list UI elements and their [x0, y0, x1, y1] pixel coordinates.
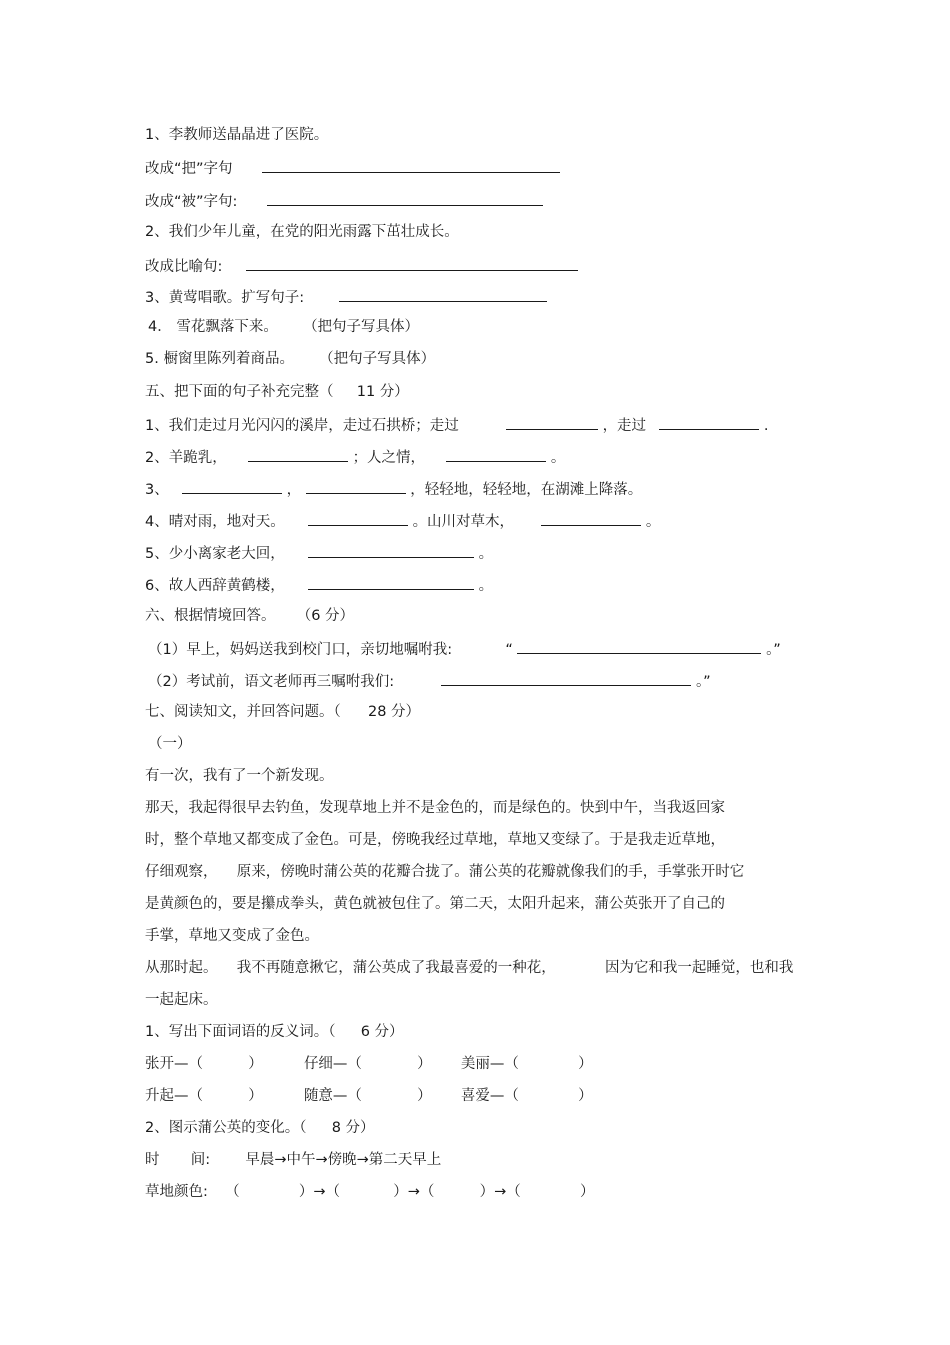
reading-text: 手掌，草地又变成了金色。 — [145, 928, 319, 944]
q7-part-label — [148, 734, 192, 754]
q4-bei-sentence — [145, 190, 543, 212]
answer-blank[interactable] — [506, 414, 598, 430]
reading-text: 有一次，我有了一个新发现。 — [145, 768, 334, 784]
answer-blank[interactable] — [659, 414, 759, 430]
q5-item-5 — [145, 542, 493, 564]
color-bracket: ）→（ — [298, 1184, 340, 1200]
q5-item-2-text: 2、羊跪乳， — [145, 450, 227, 466]
antonym-close: ） — [578, 1056, 593, 1072]
q7-heading — [145, 702, 420, 722]
q5-item-4-end: 。 — [645, 514, 661, 530]
q4-item-2-text: 2、我们少年儿童，在党的阳光雨露下茁壮成长。 — [145, 224, 459, 240]
q6-score: （6 分） — [296, 608, 355, 624]
answer-blank[interactable] — [246, 255, 578, 271]
reading-line — [145, 958, 793, 978]
color-bracket: （ — [225, 1184, 240, 1200]
color-bracket: ）→（ — [393, 1184, 435, 1200]
reading-line — [145, 862, 744, 882]
q7-score: 28 分） — [367, 704, 421, 720]
color-bracket: ）→（ — [479, 1184, 521, 1200]
q4-item-1 — [145, 125, 328, 145]
q4-item-5-hint: （把句子写具体） — [319, 351, 436, 367]
reading-line — [145, 926, 319, 946]
reading-text: 仔细观察， — [145, 864, 218, 880]
time-sequence: 早晨→中午→傍晚→第二天早上 — [245, 1152, 442, 1168]
color-bracket: ） — [579, 1184, 595, 1200]
answer-blank[interactable] — [306, 478, 406, 494]
reading-text: 原来，傍晚时蒲公英的花瓣合拢了。蒲公英的花瓣就像我们的手，手掌张开时它 — [236, 864, 745, 880]
answer-blank[interactable] — [308, 510, 408, 526]
color-row — [145, 1182, 594, 1202]
q7-sub-2-heading — [145, 1118, 375, 1138]
time-row — [145, 1150, 441, 1170]
q4-simile — [145, 255, 578, 277]
q4-ba-sentence — [145, 157, 560, 179]
antonym-close: ） — [417, 1056, 432, 1072]
q6-heading — [145, 606, 354, 626]
color-label: 草地颜色: — [145, 1184, 208, 1200]
q5-item-5-text: 5、少小离家老大回， — [145, 546, 285, 562]
q4-simile-label: 改成比喻句: — [145, 259, 223, 275]
answer-blank[interactable] — [339, 286, 547, 302]
q4-item-4-text: 雪花飘落下来。 — [176, 319, 278, 335]
antonym-word: 升起—（ — [145, 1088, 203, 1104]
q6-item-1 — [148, 638, 781, 660]
q5-item-6-end: 。 — [478, 578, 494, 594]
reading-text: 时，整个草地又都变成了金色。可是，傍晚我经过草地，草地又变绿了。于是我走近草地， — [145, 832, 725, 848]
q5-heading — [145, 382, 409, 402]
q5-item-5-end: 。 — [478, 546, 494, 562]
q7-sub-1-heading — [145, 1022, 404, 1042]
antonym-word: 张开—（ — [145, 1056, 203, 1072]
reading-line — [145, 798, 725, 818]
q4-item-4 — [148, 317, 419, 337]
q6-item-2-end: 。” — [695, 674, 711, 690]
q7-sub-1-score: 6 分） — [360, 1024, 404, 1040]
q6-item-1-end: 。” — [766, 642, 781, 658]
reading-paragraph-1 — [145, 766, 334, 786]
answer-blank[interactable] — [262, 157, 560, 173]
q5-item-1-text: 1、我们走过月光闪闪的溪岸，走过石拱桥；走过 — [145, 418, 459, 434]
q6-item-1-text: （1）早上，妈妈送我到校门口，亲切地嘱咐我: — [148, 642, 453, 658]
q6-item-2 — [148, 670, 711, 692]
antonym-close: ） — [248, 1088, 263, 1104]
q4-ba-label: 改成“把”字句 — [145, 161, 233, 177]
q7-heading-text: 七、阅读知文，并回答问题。（ — [145, 704, 341, 720]
answer-blank[interactable] — [248, 446, 348, 462]
q4-item-5-num: 5. — [145, 351, 159, 367]
q5-item-4-mid: 。山川对草木， — [412, 514, 515, 530]
q7-sub-2-text: 2、图示蒲公英的变化。（ — [145, 1120, 307, 1136]
q5-item-3-comma: ， — [286, 482, 302, 498]
antonym-word: 仔细—（ — [303, 1056, 362, 1072]
reading-line — [145, 990, 218, 1010]
reading-line — [145, 830, 725, 850]
q6-item-2-text: （2）考试前，语文老师再三嘱咐我们: — [148, 674, 395, 690]
q5-item-2-end: 。 — [550, 450, 566, 466]
q5-item-3-num: 3、 — [145, 482, 169, 498]
q4-item-2 — [145, 222, 459, 242]
q5-item-3-text: ，轻轻地，轻轻地，在湖滩上降落。 — [410, 482, 643, 498]
q7-sub-2-score: 8 分） — [331, 1120, 375, 1136]
q5-item-1-mid: ，走过 — [602, 418, 647, 434]
reading-text: 我不再随意揪它，蒲公英成了我最喜爱的一种花， — [236, 960, 556, 976]
time-label: 间: — [190, 1152, 211, 1168]
q6-heading-text: 六、根据情境回答。 — [145, 608, 276, 624]
antonym-close: ） — [578, 1088, 593, 1104]
q4-bei-label: 改成“被”字句: — [145, 194, 238, 210]
q4-item-5-text: 橱窗里陈列着商品。 — [163, 351, 294, 367]
antonym-word: 喜爱—（ — [460, 1088, 519, 1104]
reading-text: 是黄颜色的，要是攥成拳头，黄色就被包住了。第二天，太阳升起来，蒲公英张开了自己的 — [145, 896, 725, 912]
q4-item-4-num: 4． — [148, 319, 172, 335]
antonym-row-2 — [145, 1086, 593, 1106]
q5-item-3 — [145, 478, 642, 500]
reading-text: 一起起床。 — [145, 992, 218, 1008]
antonym-row-1 — [145, 1054, 593, 1074]
antonym-word: 美丽—（ — [460, 1056, 519, 1072]
q5-item-4-text: 4、晴对雨，地对天。 — [145, 514, 285, 530]
answer-blank[interactable] — [441, 670, 691, 686]
q5-item-6 — [145, 574, 493, 596]
q5-item-1-end: . — [763, 418, 769, 434]
q4-item-4-hint: （把句子写具体） — [303, 319, 420, 335]
reading-text: 因为它和我一起睡觉，也和我 — [604, 960, 794, 976]
q7-sub-1-text: 1、写出下面词语的反义词。（ — [145, 1024, 336, 1040]
q5-item-6-text: 6、故人西辞黄鹤楼， — [145, 578, 285, 594]
answer-blank[interactable] — [541, 510, 641, 526]
answer-blank[interactable] — [182, 478, 282, 494]
answer-blank[interactable] — [308, 574, 474, 590]
antonym-close: ） — [417, 1088, 432, 1104]
answer-blank[interactable] — [446, 446, 546, 462]
q7-part-text: （一） — [148, 736, 192, 752]
antonym-word: 随意—（ — [303, 1088, 362, 1104]
q5-item-2-mid: ；人之情， — [352, 450, 426, 466]
reading-text: 那天，我起得很早去钓鱼，发现草地上并不是金色的，而是绿色的。快到中午，当我返回家 — [145, 800, 725, 816]
q5-item-2 — [145, 446, 565, 468]
q4-item-3 — [145, 286, 547, 308]
q6-item-1-open: “ — [505, 642, 513, 658]
reading-text: 从那时起。 — [145, 960, 218, 976]
q4-item-1-text: 1、李教师送晶晶进了医院。 — [145, 127, 329, 143]
q4-item-5 — [145, 349, 435, 369]
q5-item-4 — [145, 510, 660, 532]
answer-blank[interactable] — [308, 542, 474, 558]
answer-blank[interactable] — [267, 190, 543, 206]
q4-item-3-text: 3、黄莺唱歌。扩写句子: — [145, 290, 305, 306]
reading-line — [145, 894, 725, 914]
q5-item-1 — [145, 414, 769, 436]
antonym-close: ） — [248, 1056, 263, 1072]
q5-heading-text: 五、把下面的句子补充完整（ — [145, 384, 334, 400]
answer-blank[interactable] — [517, 638, 761, 654]
q5-score: 11 分） — [356, 384, 409, 400]
time-label: 时 — [145, 1152, 160, 1168]
